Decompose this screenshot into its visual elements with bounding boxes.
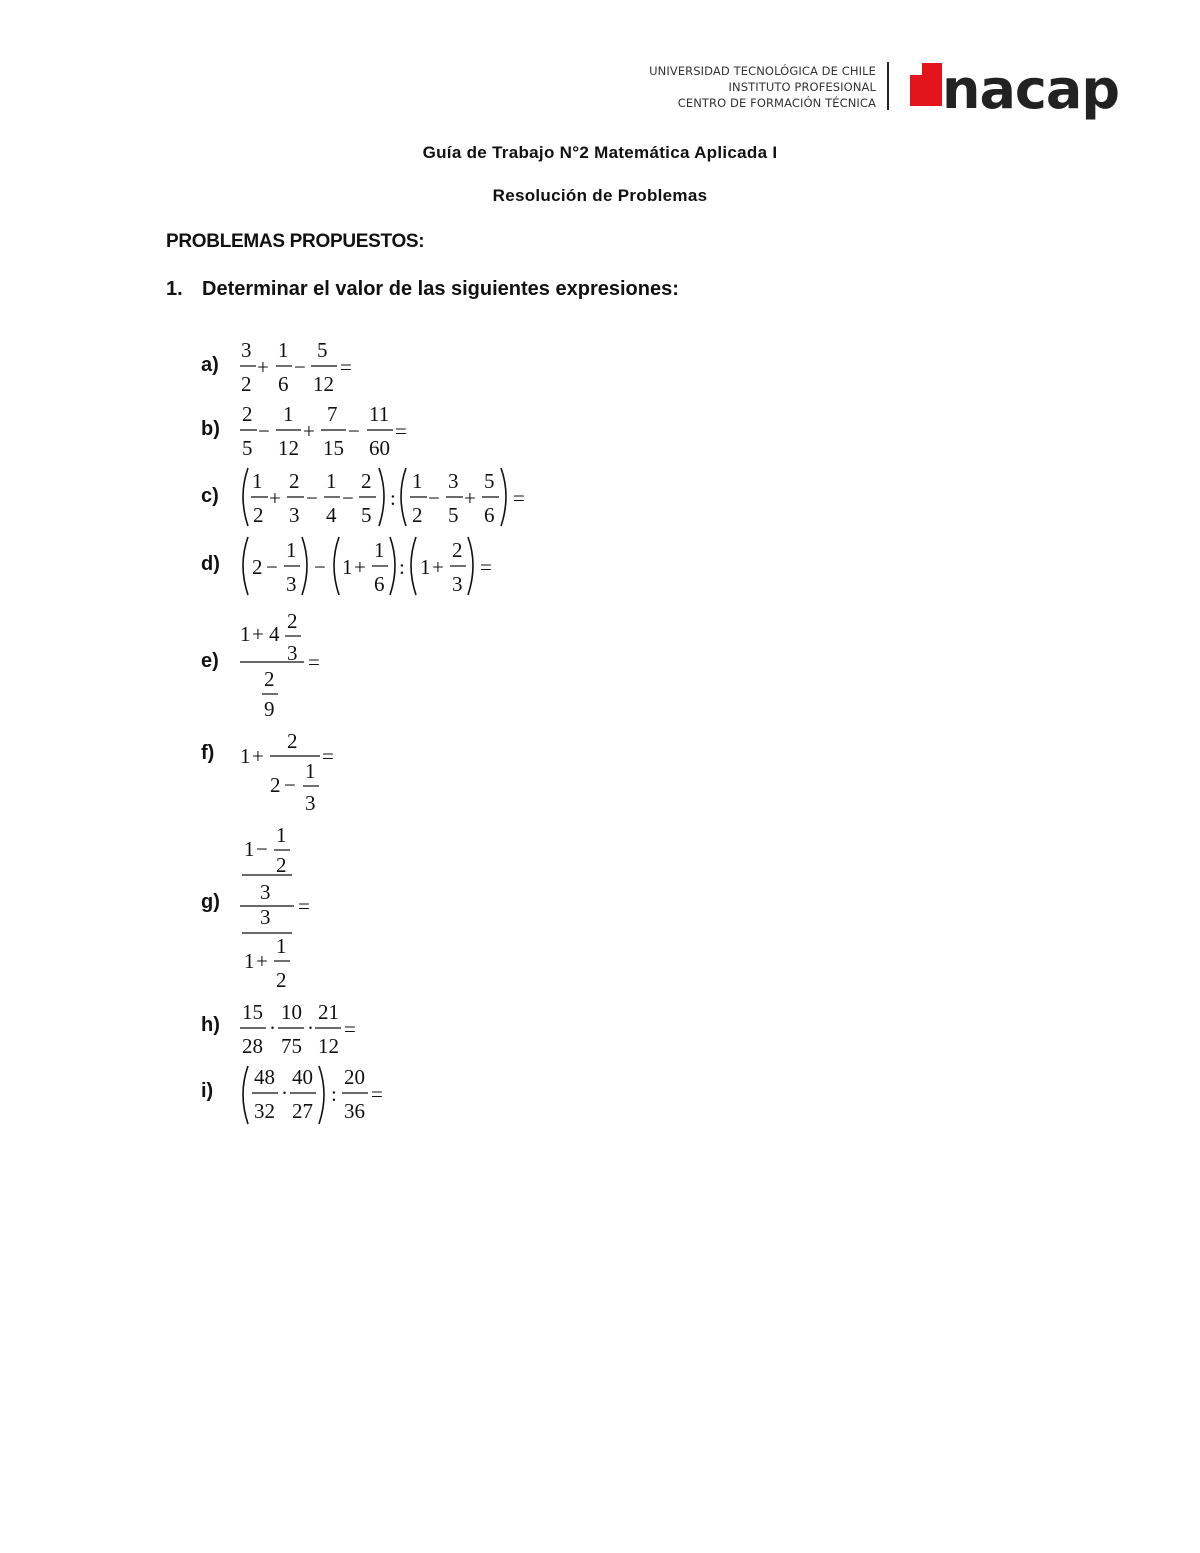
svg-text:2: 2 [270,773,281,797]
svg-text:5: 5 [484,469,495,493]
svg-text:2: 2 [287,729,298,753]
svg-text:·: · [281,1081,288,1105]
exercise-label-b: b) [201,418,220,440]
svg-text:=: = [395,419,407,443]
svg-text:−: − [256,837,268,861]
inacap-logo-word: nacap [942,58,1119,121]
svg-text:2: 2 [253,503,264,527]
logo-divider [887,62,889,110]
svg-text:1: 1 [240,622,251,646]
svg-text:−: − [294,355,306,379]
svg-text:−: − [342,486,354,510]
svg-text:36: 36 [344,1099,365,1123]
exercise-expression-b [236,400,416,464]
svg-text:7: 7 [327,402,338,426]
svg-text:=: = [480,555,492,579]
svg-text:+: + [354,555,366,579]
exercise-expression-e [236,606,336,722]
svg-text:20: 20 [344,1065,365,1089]
svg-text:1: 1 [342,555,353,579]
svg-text:−: − [284,773,296,797]
svg-text:4: 4 [326,503,337,527]
svg-text:3: 3 [286,572,297,596]
svg-text:1: 1 [286,538,297,562]
svg-text:1: 1 [276,934,287,958]
svg-text:2: 2 [264,667,275,691]
exercise-label-f: f) [201,742,215,764]
svg-text:+: + [257,355,269,379]
svg-text:3: 3 [289,503,300,527]
exercise-label-h: h) [201,1014,220,1036]
svg-text:12: 12 [278,436,299,460]
exercise-label-i: i) [201,1080,214,1102]
svg-text:3: 3 [448,469,459,493]
svg-text:2: 2 [452,538,463,562]
exercise-label-a: a) [201,354,219,376]
svg-text:−: − [266,555,278,579]
logo-mark-notch [910,63,922,75]
svg-text:2: 2 [412,503,423,527]
svg-text:3: 3 [260,880,271,904]
question-text: Determinar el valor de las siguientes expresiones: [202,278,679,300]
svg-text:27: 27 [292,1099,313,1123]
svg-text:+: + [252,744,264,768]
svg-text:4: 4 [269,622,280,646]
svg-text:=: = [371,1082,383,1106]
svg-text:28: 28 [242,1034,263,1058]
svg-text:3: 3 [305,791,316,815]
svg-text:1: 1 [252,469,263,493]
svg-text:2: 2 [252,555,263,579]
svg-text:−: − [314,555,326,579]
svg-text:5: 5 [242,436,253,460]
svg-text:11: 11 [369,402,390,426]
exercise-expression-d [236,533,516,601]
svg-text:−: − [306,486,318,510]
svg-text:12: 12 [318,1034,339,1058]
svg-text:1: 1 [276,823,287,847]
svg-text:=: = [308,650,320,674]
svg-text:−: − [348,419,360,443]
svg-text:3: 3 [260,905,271,929]
svg-text:+: + [252,622,264,646]
svg-text:=: = [322,744,334,768]
svg-text:10: 10 [281,1000,302,1024]
svg-text:48: 48 [254,1065,275,1089]
svg-text:5: 5 [317,338,328,362]
institution-text [636,63,876,111]
exercise-expression-g [236,820,346,996]
svg-text:1: 1 [420,555,431,579]
institution-line-1: UNIVERSIDAD TECNOLÓGICA DE CHILE [649,64,876,78]
svg-text:1: 1 [305,759,316,783]
svg-text:15: 15 [242,1000,263,1024]
svg-text:+: + [256,949,268,973]
svg-text:1: 1 [326,469,337,493]
question-number: 1. [166,278,183,300]
exercise-label-d: d) [201,553,220,575]
svg-text:1: 1 [244,837,255,861]
svg-text:60: 60 [369,436,390,460]
svg-text:2: 2 [289,469,300,493]
svg-text:·: · [307,1016,314,1040]
svg-text:40: 40 [292,1065,313,1089]
svg-text:2: 2 [287,609,298,633]
svg-text:=: = [340,355,352,379]
document-title: Guía de Trabajo N°2 Matemática Aplicada I [422,143,778,162]
svg-text:3: 3 [241,338,252,362]
svg-text:1: 1 [374,538,385,562]
svg-text:15: 15 [323,436,344,460]
svg-text:12: 12 [313,372,334,396]
exercise-expression-c [236,464,536,532]
svg-text:1: 1 [412,469,423,493]
svg-text:6: 6 [374,572,385,596]
svg-text:6: 6 [278,372,289,396]
svg-text:2: 2 [241,372,252,396]
question-1 [166,278,679,301]
svg-text:5: 5 [361,503,372,527]
svg-text:·: · [269,1016,276,1040]
svg-text:1: 1 [283,402,294,426]
exercise-label-c: c) [201,485,219,507]
svg-text:32: 32 [254,1099,275,1123]
section-heading: PROBLEMAS PROPUESTOS: [166,231,425,252]
svg-text:1: 1 [278,338,289,362]
exercise-label-e: e) [201,650,219,672]
svg-text:−: − [428,486,440,510]
svg-text:1: 1 [240,744,251,768]
svg-text:2: 2 [361,469,372,493]
svg-text:3: 3 [452,572,463,596]
svg-text:+: + [269,486,281,510]
svg-text::: : [331,1082,337,1106]
exercise-expression-i [236,1062,396,1128]
svg-text:3: 3 [287,641,298,665]
svg-text:+: + [464,486,476,510]
svg-text:9: 9 [264,697,275,721]
institution-line-2: INSTITUTO PROFESIONAL [728,80,876,94]
exercise-expression-a [236,336,366,400]
svg-text:2: 2 [276,853,287,877]
exercise-expression-f [236,726,356,816]
svg-text:1: 1 [244,949,255,973]
svg-text:+: + [432,555,444,579]
svg-text::: : [399,555,405,579]
svg-text:−: − [258,419,270,443]
svg-text:6: 6 [484,503,495,527]
svg-text:21: 21 [318,1000,339,1024]
svg-text:75: 75 [281,1034,302,1058]
svg-text:=: = [298,894,310,918]
svg-text::: : [390,486,396,510]
institution-line-3: CENTRO DE FORMACIÓN TÉCNICA [677,96,876,110]
svg-text:=: = [344,1017,356,1041]
svg-text:5: 5 [448,503,459,527]
document-subtitle: Resolución de Problemas [492,186,708,205]
exercise-expression-h [236,998,366,1062]
exercise-label-g: g) [201,891,220,913]
svg-text:=: = [513,486,525,510]
svg-text:2: 2 [276,968,287,992]
svg-text:+: + [303,419,315,443]
svg-text:2: 2 [242,402,253,426]
